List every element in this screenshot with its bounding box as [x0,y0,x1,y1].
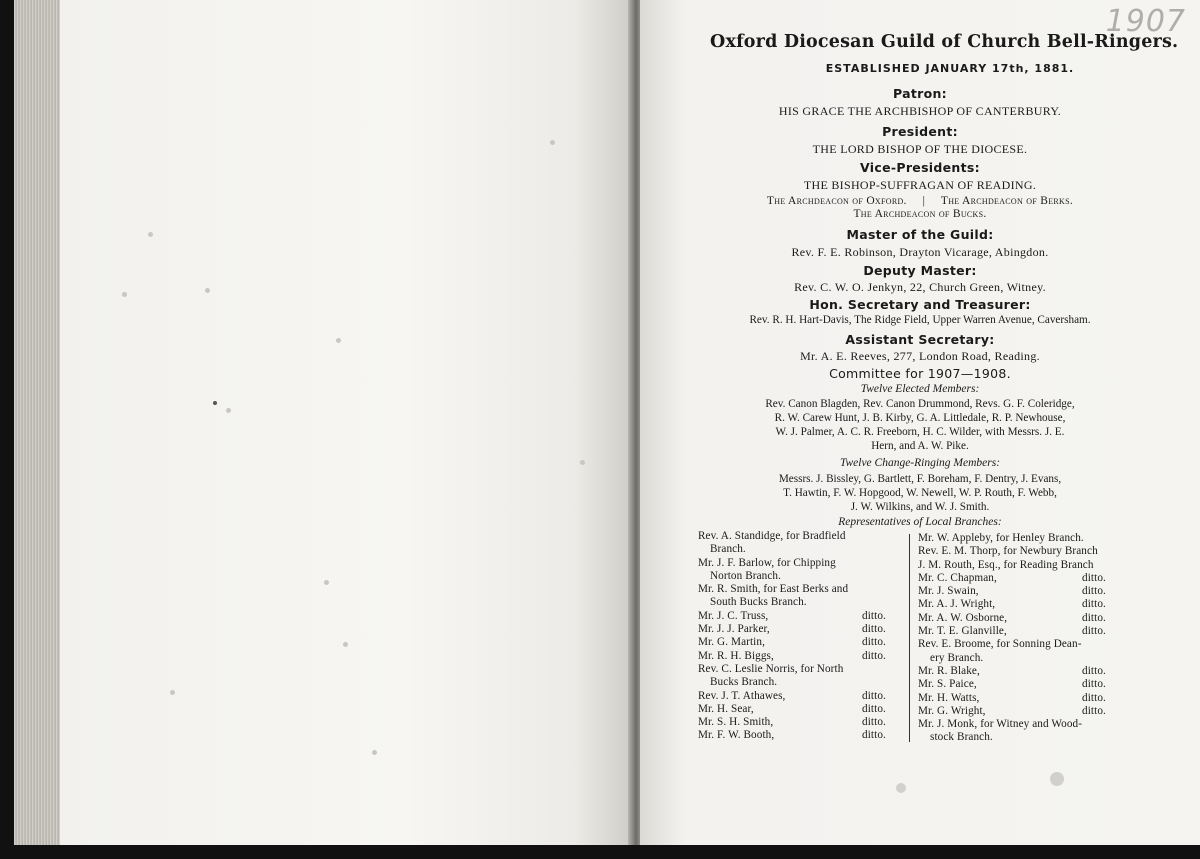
ditto-mark: ditto. [862,649,886,662]
page-edges [14,0,61,845]
branch-representative-row [918,665,1130,678]
ringing-line-2: T. Hawtin, F. W. Hopgood, W. Newell, W. P. Routh, F. Webb, [783,487,1057,499]
branch-representative-row [918,678,1130,691]
ditto-mark: ditto. [862,716,886,729]
elected-line-2: R. W. Carew Hunt, J. B. Kirby, G. A. Littledale, R. P. Newhouse, [774,412,1066,424]
representative-name: Mr. G. Wright, [918,704,986,717]
branch-representative-row [918,625,1130,638]
branch-representative-row [918,545,1130,558]
vice-presidents-heading: Vice-Presidents: [860,160,980,175]
ditto-mark: ditto. [1082,691,1106,704]
ditto-mark: ditto. [862,609,886,622]
branch-representative-row [918,559,1130,572]
representative-name: Norton Branch. [710,569,781,582]
representative-name: Mr. G. Martin, [698,636,765,649]
guild-title: Oxford Diocesan Guild of Church Bell-Ringers. [710,32,1179,52]
representative-name: Mr. R. Blake, [918,664,980,677]
representative-name: J. M. Routh, Esq., for Reading Branch [918,558,1094,571]
elected-members-heading: Twelve Elected Members: [860,383,980,395]
representative-name: Mr. R. Smith, for East Berks and [698,583,849,596]
branches-left-column [698,530,910,743]
representative-name: Mr. S. Paice, [918,678,977,691]
ditto-mark: ditto. [862,702,886,715]
ditto-mark: ditto. [862,689,886,702]
representative-name: Rev. E. M. Thorp, for Newbury Branch [918,545,1098,558]
patron-name: HIS GRACE THE ARCHBISHOP OF CANTERBURY. [778,104,1062,118]
assistant-secretary-name: Mr. A. E. Reeves, 277, London Road, Reading. [800,349,1040,363]
branch-representative-row [918,532,1130,545]
ditto-mark: ditto. [1082,585,1106,598]
assistant-secretary-heading: Assistant Secretary: [845,332,995,347]
representative-name: Mr. H. Watts, [918,691,980,704]
representative-name: Mr. A. J. Wright, [918,598,996,611]
elected-line-4: Hern, and A. W. Pike. [871,440,969,452]
secretary-heading: Hon. Secretary and Treasurer: [809,297,1031,312]
deputy-master-name: Rev. C. W. O. Jenkyn, 22, Church Green, Witney. [794,280,1046,294]
elected-line-3: W. J. Palmer, A. C. R. Freeborn, H. C. Wilder, with Messrs. J. E. [775,426,1065,438]
archdeacon-bucks: The Archdeacon of Bucks. [853,208,987,220]
representative-name: Mr. T. E. Glanville, [918,625,1007,638]
branch-representative-row [918,652,1130,665]
right-page [640,0,1200,845]
master-name: Rev. F. E. Robinson, Drayton Vicarage, Abingdon. [791,245,1049,259]
branch-representative-row [918,612,1130,625]
ditto-mark: ditto. [1082,598,1106,611]
representative-name: Mr. J. Monk, for Witney and Wood- [918,718,1083,731]
vice-president-archdeacons [640,195,1200,207]
branch-representative-row [698,610,910,623]
representative-name: stock Branch. [930,731,993,744]
branch-representative-row [698,690,910,703]
ditto-mark: ditto. [1082,625,1106,638]
committee-heading: Committee for 1907—1908. [829,366,1011,381]
representative-name: Mr. H. Sear, [698,702,754,715]
branch-representative-row [918,585,1130,598]
handwritten-year: 1907 [1105,4,1186,39]
archdeacon-oxford: The Archdeacon of Oxford. [766,195,907,207]
secretary-name: Rev. R. H. Hart-Davis, The Ridge Field, Upper Warren Avenue, Caversham. [749,314,1091,326]
ditto-mark: ditto. [1082,664,1106,677]
branch-representative-row [698,583,910,596]
representative-name: Mr. J. Swain, [918,585,979,598]
branch-representative-row [698,703,910,716]
branch-representative-row [918,718,1130,731]
branch-representative-row [698,636,910,649]
branch-representative-row [698,663,910,676]
master-heading: Master of the Guild: [846,227,994,242]
separator: | [922,195,926,207]
branch-representative-row [698,716,910,729]
branch-representative-row [918,598,1130,611]
representative-name: Rev. C. Leslie Norris, for North [698,662,844,675]
ringing-line-1: Messrs. J. Bissley, G. Bartlett, F. Boreham, F. Dentry, J. Evans, [778,473,1062,485]
ditto-mark: ditto. [1082,704,1106,717]
branch-representative-row [698,543,910,556]
representative-name: Rev. J. T. Athawes, [698,689,786,702]
elected-line-1: Rev. Canon Blagden, Rev. Canon Drummond, Revs. G. F. Coleridge, [765,398,1075,410]
left-page-blank [60,0,632,845]
representative-name: Mr. R. H. Biggs, [698,649,774,662]
established-date: ESTABLISHED JANUARY 17th, 1881. [825,62,1075,75]
ringing-line-3: J. W. Wilkins, and W. J. Smith. [850,501,990,513]
ditto-mark: ditto. [862,636,886,649]
representative-name: Mr. W. Appleby, for Henley Branch. [918,532,1084,544]
branches-right-column [918,532,1130,745]
branch-representative-row [698,729,910,742]
branch-representative-row [918,705,1130,718]
branch-representative-row [698,676,910,689]
branch-representative-row [918,731,1130,744]
branch-representative-row [918,638,1130,651]
representative-name: Mr. J. F. Barlow, for Chipping [698,556,836,569]
change-ringing-heading: Twelve Change-Ringing Members: [839,457,1001,469]
column-divider [909,534,910,742]
representative-name: Rev. A. Standidge, for Bradfield [698,530,846,542]
patron-heading: Patron: [893,86,947,101]
representative-name: ery Branch. [930,651,984,664]
vice-president-reading: THE BISHOP-SUFFRAGAN OF READING. [803,178,1037,192]
representative-name: Rev. E. Broome, for Sonning Dean- [918,638,1082,651]
branch-representative-row [918,692,1130,705]
representative-name: Mr. J. C. Truss, [698,609,769,622]
representative-name: Mr. J. J. Parker, [698,623,770,636]
ditto-mark: ditto. [862,623,886,636]
branch-representative-row [918,572,1130,585]
representative-name: Branch. [710,543,746,556]
branch-representative-row [698,596,910,609]
ditto-mark: ditto. [862,729,886,742]
representative-name: South Bucks Branch. [710,596,807,609]
representative-name: Mr. C. Chapman, [918,571,997,584]
ditto-mark: ditto. [1082,571,1106,584]
ditto-mark: ditto. [1082,611,1106,624]
representative-name: Mr. A. W. Osborne, [918,611,1008,624]
branch-representative-row [698,623,910,636]
representative-name: Bucks Branch. [710,676,778,689]
branch-representative-row [698,530,910,543]
deputy-master-heading: Deputy Master: [863,263,977,278]
president-heading: President: [882,124,958,139]
president-name: THE LORD BISHOP OF THE DIOCESE. [812,142,1028,156]
branch-representative-row [698,557,910,570]
branch-representative-row [698,650,910,663]
representative-name: Mr. S. H. Smith, [698,716,774,729]
branch-representative-row [698,570,910,583]
ditto-mark: ditto. [1082,678,1106,691]
archdeacon-berks: The Archdeacon of Berks. [940,195,1074,207]
representative-name: Mr. F. W. Booth, [698,729,775,742]
branches-heading: Representatives of Local Branches: [838,516,1002,528]
